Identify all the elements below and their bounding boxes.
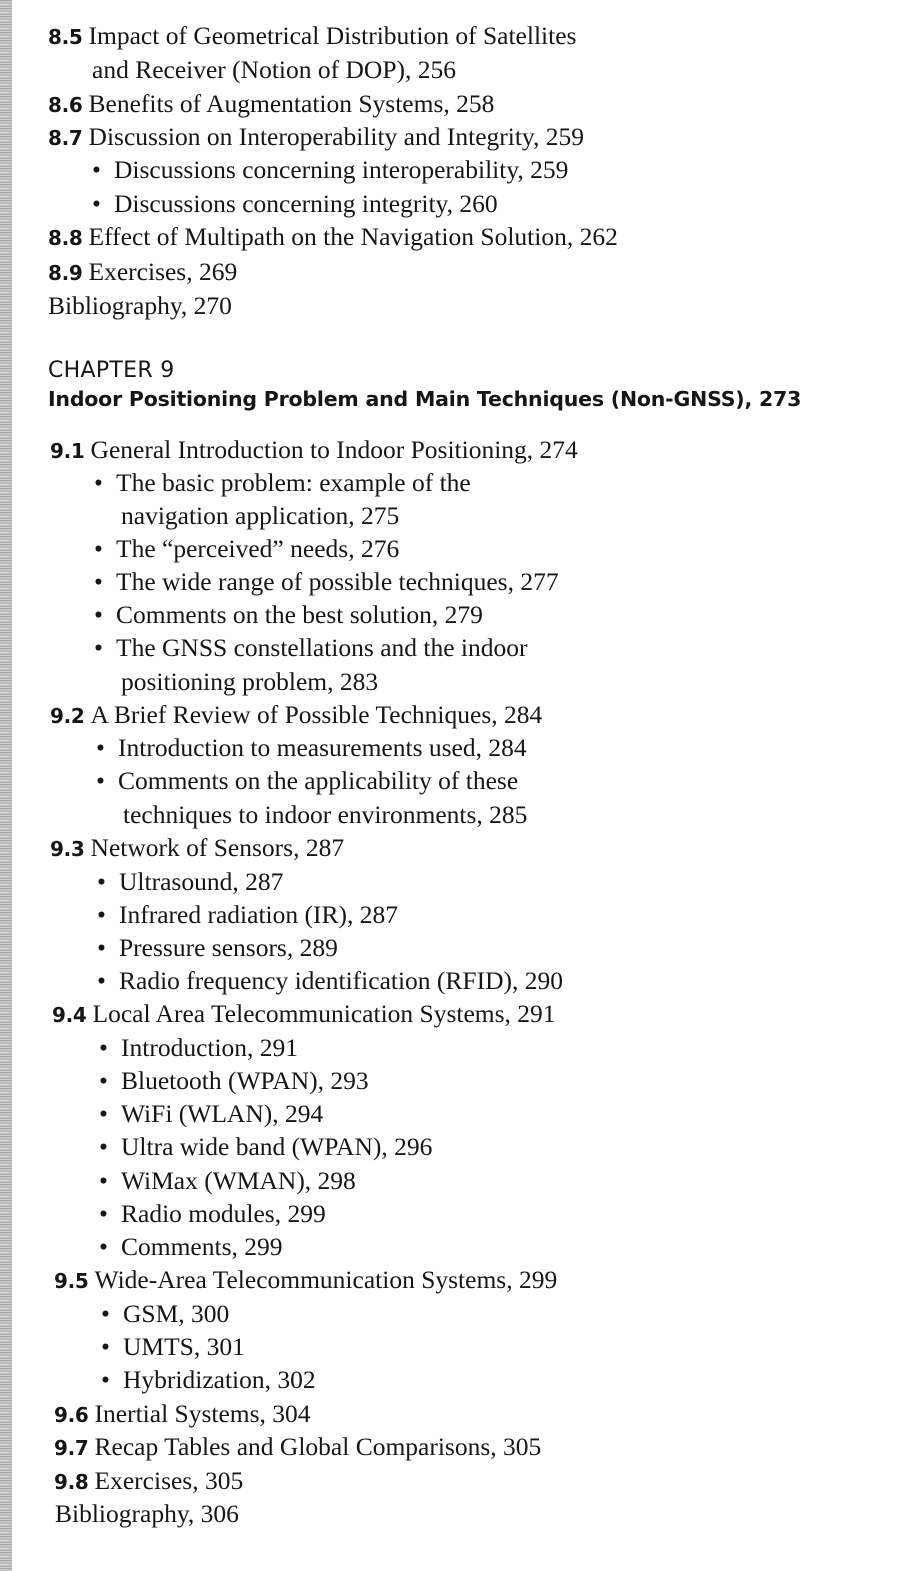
entry-text: Inertial Systems, 304 (94, 1399, 311, 1428)
toc-entry-continuation (121, 500, 399, 532)
bullet-icon: • (96, 766, 105, 795)
section-number: 9.2 (50, 704, 85, 728)
entry-text: Introduction, 291 (121, 1033, 299, 1062)
entry-text: Comments on the best solution, 279 (116, 600, 483, 629)
entry-text: Discussion on Interoperability and Integrity, 259 (88, 122, 585, 151)
bullet-icon: • (99, 1166, 108, 1195)
entry-text: Discussions concerning interoperability, 259 (114, 155, 569, 184)
toc-entry-9-6 (54, 1398, 311, 1431)
toc-subentry (99, 1065, 369, 1097)
entry-text: Radio frequency identification (RFID), 290 (119, 966, 564, 995)
entry-text: Exercises, 269 (88, 257, 238, 286)
toc-entry-bibliography (48, 290, 232, 322)
toc-subentry (94, 533, 399, 565)
entry-text: Exercises, 305 (94, 1466, 244, 1495)
bullet-icon: • (99, 1099, 108, 1128)
entry-text: GSM, 300 (123, 1299, 230, 1328)
entry-text: techniques to indoor environments, 285 (123, 800, 528, 829)
entry-text: positioning problem, 283 (121, 667, 379, 696)
bullet-icon: • (94, 534, 103, 563)
toc-entry-continuation (123, 799, 527, 831)
entry-text: Ultra wide band (WPAN), 296 (121, 1132, 433, 1161)
section-number: 8.6 (48, 93, 83, 117)
entry-text: The GNSS constellations and the indoor (116, 633, 528, 662)
entry-text: A Brief Review of Possible Techniques, 284 (90, 700, 543, 729)
toc-subentry (92, 154, 568, 186)
entry-text: Local Area Telecommunication Systems, 291 (92, 999, 556, 1028)
bullet-icon: • (92, 155, 101, 184)
section-number: 9.6 (54, 1403, 89, 1427)
toc-entry-9-2 (50, 699, 542, 732)
entry-text: Impact of Geometrical Distribution of Satellites (88, 21, 577, 50)
toc-entry-8-8 (48, 221, 618, 254)
bullet-icon: • (97, 966, 106, 995)
toc-subentry (97, 866, 283, 898)
bullet-icon: • (96, 733, 105, 762)
toc-subentry (101, 1331, 245, 1363)
section-number: 8.7 (48, 126, 83, 150)
section-number: 9.3 (50, 837, 85, 861)
toc-subentry (96, 765, 518, 797)
entry-text: Infrared radiation (IR), 287 (119, 900, 398, 929)
entry-text: Ultrasound, 287 (119, 867, 284, 896)
section-number: 9.7 (54, 1436, 89, 1460)
bullet-icon: • (92, 189, 101, 218)
entry-text: Introduction to measurements used, 284 (118, 733, 527, 762)
section-number: 9.4 (52, 1003, 87, 1027)
bullet-icon: • (101, 1332, 110, 1361)
bullet-icon: • (99, 1066, 108, 1095)
toc-subentry (97, 899, 398, 931)
entry-text: navigation application, 275 (121, 501, 400, 530)
toc-subentry (101, 1364, 316, 1396)
toc-subentry (99, 1032, 298, 1064)
bullet-icon: • (101, 1299, 110, 1328)
toc-entry-9-1 (50, 434, 578, 467)
bullet-icon: • (97, 867, 106, 896)
toc-entry-9-8 (54, 1465, 243, 1498)
section-number: 8.9 (48, 261, 83, 285)
toc-subentry (94, 632, 528, 664)
toc-subentry (99, 1231, 283, 1263)
bullet-icon: • (101, 1365, 110, 1394)
entry-text: Pressure sensors, 289 (119, 933, 338, 962)
bullet-icon: • (94, 468, 103, 497)
bullet-icon: • (94, 567, 103, 596)
entry-text: Bibliography, 270 (48, 291, 232, 320)
entry-text: WiFi (WLAN), 294 (121, 1099, 324, 1128)
entry-text: The “perceived” needs, 276 (116, 534, 400, 563)
toc-entry-9-3 (50, 832, 344, 865)
toc-subentry (96, 732, 527, 764)
toc-subentry (99, 1098, 323, 1130)
entry-text: and Receiver (Notion of DOP), 256 (92, 55, 456, 84)
bullet-icon: • (99, 1033, 108, 1062)
toc-entry-8-9 (48, 256, 237, 289)
entry-text: Comments on the applicability of these (118, 766, 519, 795)
bullet-icon: • (99, 1132, 108, 1161)
toc-subentry (101, 1298, 229, 1330)
bullet-icon: • (94, 600, 103, 629)
bullet-icon: • (94, 633, 103, 662)
chapter-label: CHAPTER 9 (48, 358, 175, 383)
entry-text: Bibliography, 306 (55, 1499, 239, 1528)
toc-subentry (97, 965, 563, 997)
toc-subentry (99, 1131, 432, 1163)
section-number: 9.1 (50, 439, 85, 463)
entry-text: The basic problem: example of the (116, 468, 471, 497)
entry-text: Comments, 299 (121, 1232, 283, 1261)
toc-subentry (99, 1165, 356, 1197)
toc-entry-8-6 (48, 88, 494, 121)
bullet-icon: • (99, 1199, 108, 1228)
toc-entry-8-5 (48, 20, 576, 53)
toc-subentry (94, 566, 559, 598)
entry-text: Recap Tables and Global Comparisons, 305 (94, 1432, 542, 1461)
entry-text: The wide range of possible techniques, 277 (116, 567, 559, 596)
section-number: 9.5 (54, 1269, 89, 1293)
entry-text: Bluetooth (WPAN), 293 (121, 1066, 369, 1095)
entry-text: Hybridization, 302 (123, 1365, 316, 1394)
bullet-icon: • (97, 933, 106, 962)
bullet-icon: • (99, 1232, 108, 1261)
toc-entry-continuation (121, 666, 378, 698)
toc-subentry (94, 599, 483, 631)
toc-entry-continuation (92, 54, 456, 86)
entry-text: General Introduction to Indoor Positioning, 274 (90, 435, 578, 464)
entry-text: Discussions concerning integrity, 260 (114, 189, 498, 218)
entry-text: Radio modules, 299 (121, 1199, 326, 1228)
entry-text: Benefits of Augmentation Systems, 258 (88, 89, 495, 118)
toc-entry-bibliography (55, 1498, 239, 1530)
entry-text: Network of Sensors, 287 (90, 833, 345, 862)
toc-entry-9-7 (54, 1431, 541, 1464)
toc-entry-8-7 (48, 121, 584, 154)
entry-text: Effect of Multipath on the Navigation Solution, 262 (88, 222, 618, 251)
entry-text: WiMax (WMAN), 298 (121, 1166, 356, 1195)
toc-subentry (99, 1198, 326, 1230)
entry-text: UMTS, 301 (123, 1332, 245, 1361)
toc-entry-9-4 (52, 998, 556, 1031)
entry-text: Wide-Area Telecommunication Systems, 299 (94, 1265, 558, 1294)
chapter-title: Indoor Positioning Problem and Main Techniques (Non-GNSS), 273 (48, 387, 802, 411)
bullet-icon: • (97, 900, 106, 929)
toc-subentry (97, 932, 338, 964)
section-number: 9.8 (54, 1470, 89, 1494)
toc-entry-9-5 (54, 1264, 557, 1297)
toc-subentry (94, 467, 471, 499)
section-number: 8.5 (48, 25, 83, 49)
toc-subentry (92, 188, 498, 220)
section-number: 8.8 (48, 226, 83, 250)
